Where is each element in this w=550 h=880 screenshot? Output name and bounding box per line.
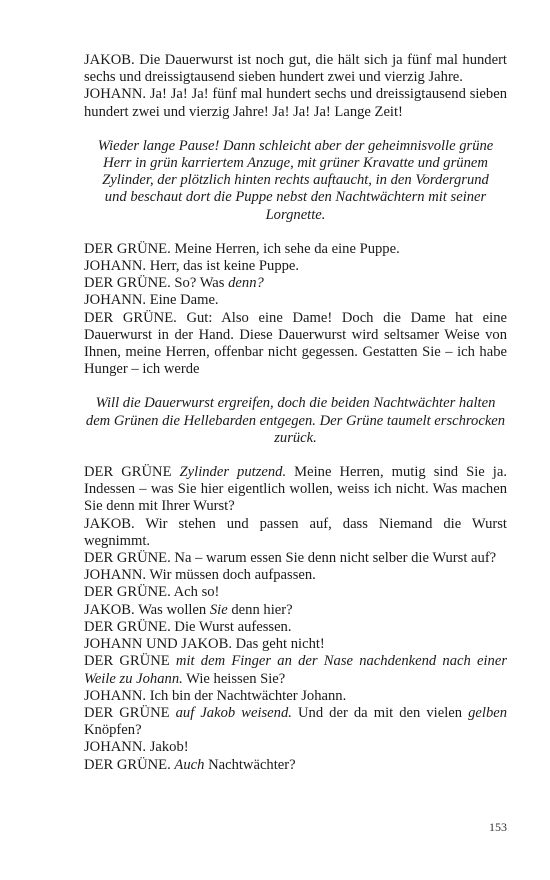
dialogue-gruene-1 (84, 241, 507, 258)
speaker: DER GRÜNE. (84, 584, 171, 601)
dialogue-johann-6 (84, 739, 507, 756)
speech: Wir müssen doch aufpassen. (149, 567, 316, 584)
speaker: JAKOB. (84, 52, 135, 68)
speech: Und der da mit den vielen (297, 704, 463, 721)
speaker: JAKOB. (84, 515, 135, 532)
speech: Eine Dame. (149, 292, 219, 309)
speaker: JOHANN. (84, 258, 147, 275)
speech: Ach so! (173, 584, 220, 601)
dialogue-johann-2 (84, 258, 507, 275)
speaker: DER GRÜNE (84, 704, 170, 721)
speech: Das geht nicht! (235, 636, 325, 653)
speech: Ja! Ja! Ja! fünf mal hundert sechs und dreissigtausend sieben hundert zwei und vierzig Jahre! Ja! Ja! Ja! Lange Zeit! (84, 86, 507, 120)
speaker: JAKOB. (84, 601, 135, 618)
text-block (84, 52, 507, 774)
speech: Wie heissen Sie? (186, 670, 286, 687)
speaker: DER GRÜNE (84, 464, 172, 481)
speech: Knöpfen? (84, 722, 142, 739)
speech: Na – warum essen Sie denn nicht selber die Wurst auf? (174, 550, 497, 567)
speech-emphasis: Sie (209, 601, 228, 618)
speaker: JOHANN. (84, 687, 147, 704)
dialogue-gruene-6 (84, 584, 507, 601)
speech-emphasis: denn? (228, 275, 264, 292)
speaker: DER GRÜNE. (84, 756, 171, 773)
speech: Meine Herren, mutig sind Sie ja. Indessen – was Sie hier eigentlich wollen, weiss ich nicht. Was machen Sie denn mit Ihrer Wurst? (84, 464, 507, 515)
speech: Ich bin der Nachtwächter Johann. (149, 687, 347, 704)
dialogue-gruene-2 (84, 275, 507, 292)
dialogue-johann-1 (84, 86, 507, 120)
stage-direction-inline: auf Jakob weisend. (175, 704, 292, 721)
speech-emphasis: Auch (174, 756, 205, 773)
speaker: DER GRÜNE. (84, 309, 177, 326)
speaker: DER GRÜNE. (84, 618, 171, 635)
dialogue-johann-jakob (84, 636, 507, 653)
speaker: DER GRÜNE. (84, 240, 171, 257)
speaker: DER GRÜNE (84, 653, 170, 670)
speech: denn hier? (231, 601, 293, 618)
speech: Die Dauerwurst ist noch gut, die hält sich ja fünf mal hundert sechs und dreissigtausend sieben hundert zwei und vierzig Jahre. (84, 52, 507, 86)
stage-direction-inline: Zylinder putzend. (179, 464, 287, 481)
dialogue-gruene-8 (84, 653, 507, 687)
dialogue-gruene-4 (84, 464, 507, 516)
speaker: JOHANN. (84, 86, 147, 103)
dialogue-jakob-2 (84, 516, 507, 550)
speech: Die Wurst aufessen. (174, 618, 292, 635)
speech: Nachtwächter? (208, 756, 296, 773)
dialogue-jakob-3 (84, 602, 507, 619)
dialogue-johann-4 (84, 567, 507, 584)
speech: Gut: Also eine Dame! Doch die Dame hat eine Dauerwurst in der Hand. Diese Dauerwurst wird seltsamer Weise von Ihnen, meine Herren, offenbar nicht gegessen. Gestatten Sie – ich habe Hunger – ich werde (84, 309, 507, 378)
speaker: JOHANN. (84, 739, 147, 756)
speech: Wir stehen und passen auf, dass Niemand die Wurst wegnimmt. (84, 515, 507, 549)
speech: Herr, das ist keine Puppe. (149, 258, 300, 275)
speaker: JOHANN. (84, 567, 147, 584)
dialogue-gruene-3 (84, 310, 507, 379)
dialogue-gruene-10 (84, 757, 507, 774)
dialogue-gruene-9 (84, 705, 507, 739)
page-number: 153 (489, 820, 507, 834)
speech-emphasis: gelben (468, 704, 508, 721)
speech: Meine Herren, ich sehe da eine Puppe. (174, 240, 400, 257)
stage-direction-inline: mit dem Finger an der Nase nachdenkend nach einer Weile zu Johann. (84, 653, 507, 687)
speaker: JOHANN UND JAKOB. (84, 636, 232, 653)
stage-direction-2: Will die Dauerwurst ergreifen, doch die beiden Nachtwächter halten dem Grünen die Hellebarden entgegen. Der Grüne taumelt erschrocken zurück. (85, 395, 506, 446)
speech: Jakob! (149, 739, 189, 756)
dialogue-johann-5 (84, 688, 507, 705)
speaker: DER GRÜNE. (84, 275, 171, 292)
dialogue-jakob-1 (84, 52, 507, 86)
dialogue-gruene-7 (84, 619, 507, 636)
dialogue-johann-3 (84, 292, 507, 309)
dialogue-gruene-5 (84, 550, 507, 567)
speech: Was wollen (138, 601, 207, 618)
speech: So? Was (174, 275, 225, 292)
speaker: DER GRÜNE. (84, 550, 171, 567)
stage-direction-1: Wieder lange Pause! Dann schleicht aber der geheimnisvolle grüne Herr in grün karriertem Anzuge, mit grüner Kravatte und grünem Zylinder, der plötzlich hinten rechts auftaucht, in den Vordergrund und beschaut dort die Puppe nebst den Nachtwächtern mit seiner Lorgnette. (97, 137, 494, 223)
speaker: JOHANN. (84, 292, 147, 309)
